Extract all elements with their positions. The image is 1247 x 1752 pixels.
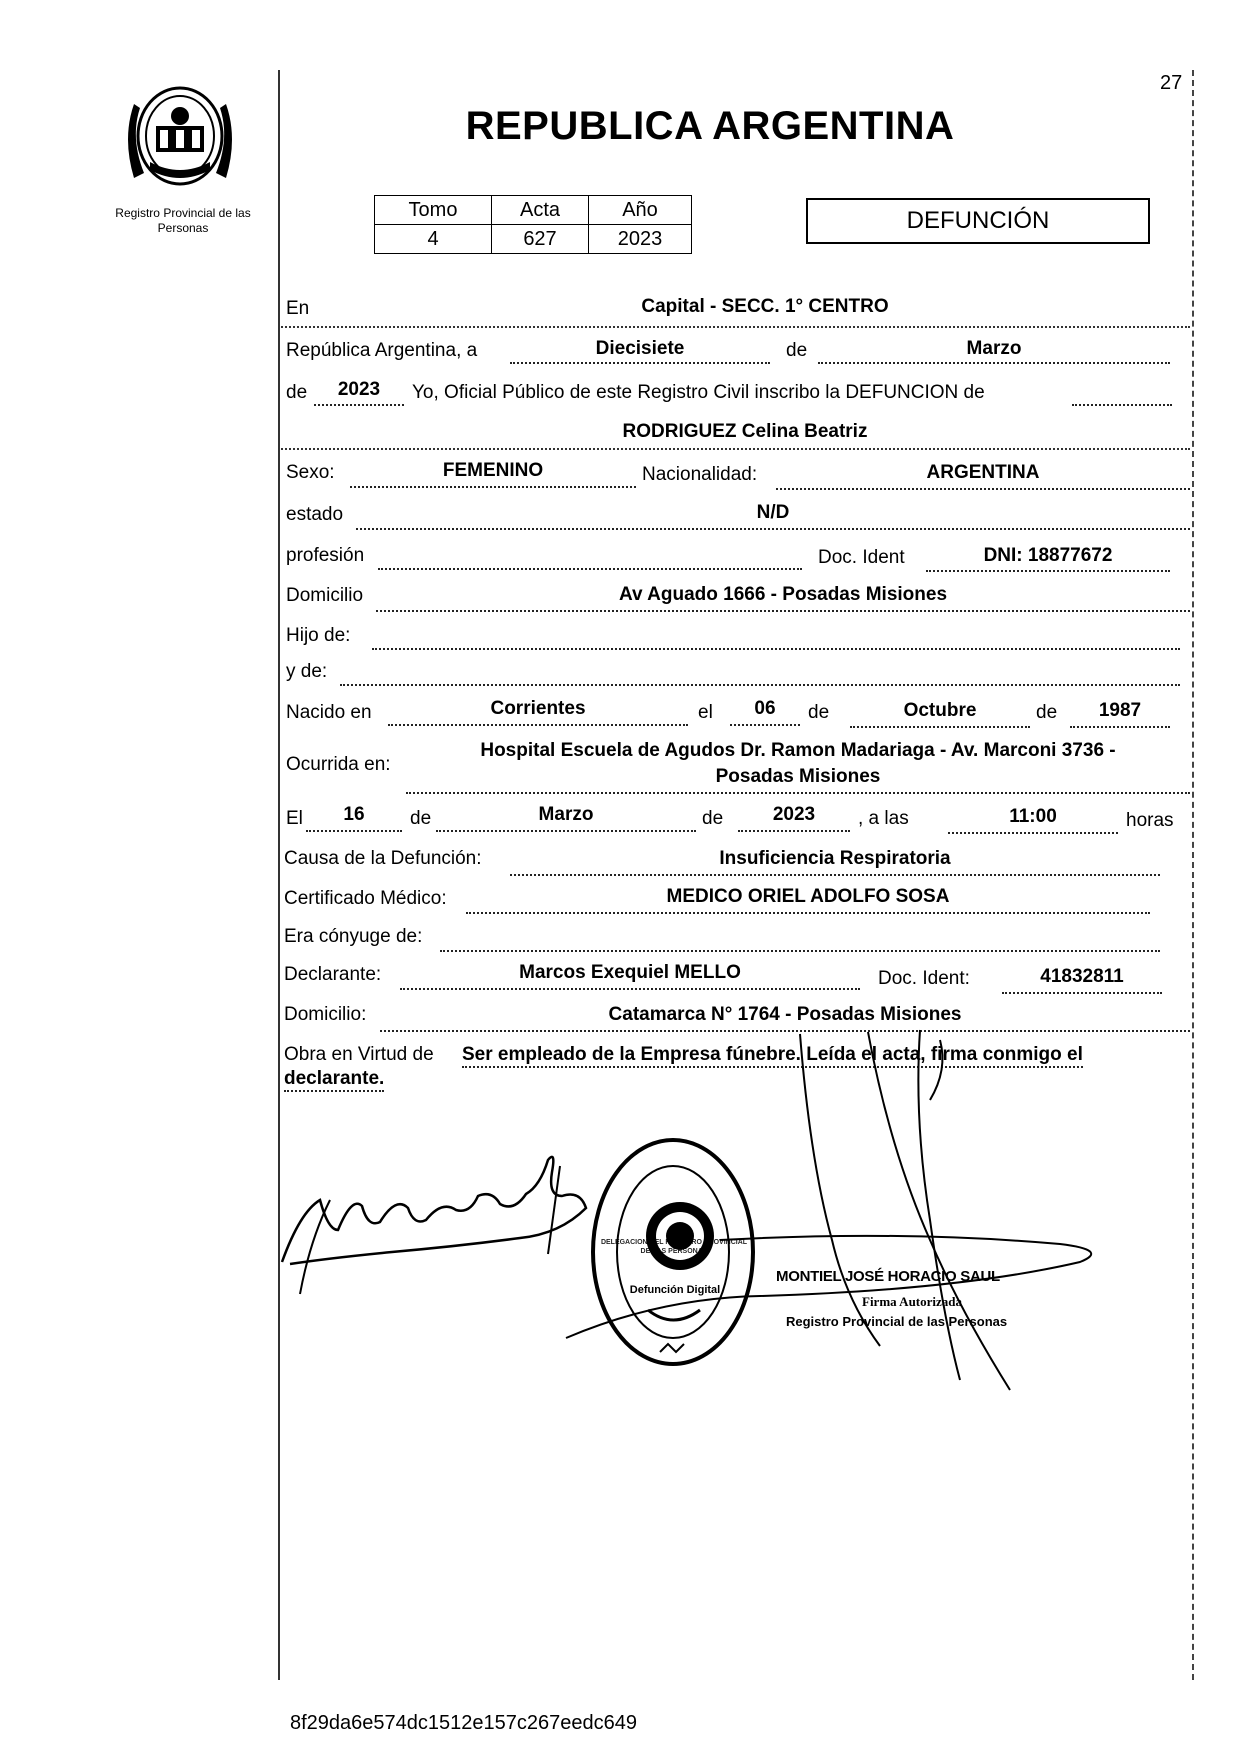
- year-value: 2023: [337, 379, 381, 400]
- record-table-value-anio: 2023: [589, 225, 692, 254]
- causa-label: Causa de la Defunción:: [284, 848, 482, 869]
- obra-value-line2: declarante.: [284, 1068, 384, 1092]
- decl-doc-label: Doc. Ident:: [878, 968, 970, 989]
- death-year: 2023: [772, 804, 816, 825]
- birth-year: 1987: [1098, 700, 1142, 721]
- de-label: de: [786, 340, 808, 361]
- official-name: MONTIEL JOSÉ HORACIO SAUL: [776, 1268, 1000, 1285]
- certificado-label: Certificado Médico:: [284, 888, 447, 909]
- deceased-name: RODRIGUEZ Celina Beatriz: [622, 421, 868, 442]
- el-cap-label: El: [286, 808, 303, 829]
- de-year-label: de: [286, 382, 308, 403]
- record-table-header-tomo: Tomo: [375, 196, 492, 225]
- nacionalidad-label: Nacionalidad:: [642, 464, 758, 485]
- sexo-value: FEMENINO: [442, 460, 544, 481]
- horas-label: horas: [1126, 810, 1174, 831]
- document-hash: 8f29da6e574dc1512e157c267eedc649: [290, 1712, 638, 1734]
- record-table-value-tomo: 4: [375, 225, 492, 254]
- nacionalidad-value: ARGENTINA: [926, 462, 1040, 483]
- hijo-label: Hijo de:: [286, 625, 351, 646]
- profesion-label: profesión: [286, 545, 365, 566]
- sexo-label: Sexo:: [286, 462, 335, 483]
- decl-domicilio-value: Catamarca N° 1764 - Posadas Misiones: [608, 1004, 962, 1025]
- death-day: 16: [343, 804, 365, 825]
- month-value: Marzo: [966, 338, 1022, 359]
- ocurrida-label: Ocurrida en:: [286, 754, 391, 775]
- decl-doc-value: 41832811: [1040, 966, 1124, 987]
- en-value: Capital - SECC. 1° CENTRO: [641, 296, 889, 317]
- declarante-label: Declarante:: [284, 964, 382, 985]
- certificado-value: MEDICO ORIEL ADOLFO SOSA: [666, 886, 950, 907]
- declarante-signature: [282, 1157, 586, 1264]
- birth-day: 06: [754, 698, 776, 719]
- inscribe-text: Yo, Oficial Público de este Registro Civil inscribo la DEFUNCION de: [412, 382, 985, 403]
- death-de-label: de: [410, 808, 432, 829]
- domicilio-value: Av Aguado 1666 - Posadas Misiones: [618, 584, 948, 605]
- record-table-value-acta: 627: [492, 225, 589, 254]
- decl-domicilio-label: Domicilio:: [284, 1004, 367, 1025]
- official-role: Firma Autorizada: [862, 1294, 963, 1309]
- el-label: el: [698, 702, 713, 723]
- death-month: Marzo: [538, 804, 594, 825]
- nacido-value: Corrientes: [490, 698, 586, 719]
- estado-value: N/D: [756, 502, 790, 523]
- domicilio-label: Domicilio: [286, 585, 364, 606]
- stamp-inner-text: Defunción Digital: [629, 1284, 721, 1296]
- republica-label: República Argentina, a: [286, 340, 478, 361]
- death-time: 11:00: [1009, 806, 1057, 827]
- doc-ident-value: DNI: 18877672: [983, 545, 1113, 566]
- official-institution: Registro Provincial de las Personas: [786, 1314, 1008, 1329]
- y-de-label: y de:: [286, 661, 328, 682]
- ocurrida-line1: Hospital Escuela de Agudos Dr. Ramon Madariaga - Av. Marconi 3736 -: [480, 740, 1116, 761]
- page-number: 27: [1160, 72, 1183, 94]
- record-table-header-anio: Año: [589, 196, 692, 225]
- declarante-value: Marcos Exequiel MELLO: [519, 962, 741, 983]
- birth-de-label: de: [808, 702, 830, 723]
- day-written: Diecisiete: [595, 338, 685, 359]
- birth-de-label-2: de: [1036, 702, 1058, 723]
- stamp-ring-text: DELEGACION DEL REGISTRO PROVINCIAL DE LAS PERSONAS: [600, 1239, 748, 1255]
- record-table-header-acta: Acta: [492, 196, 589, 225]
- page-title: REPUBLICA ARGENTINA: [465, 104, 955, 148]
- ocurrida-line2: Posadas Misiones: [715, 766, 881, 787]
- birth-month: Octubre: [903, 700, 977, 721]
- registry-label: Registro Provincial de las Personas: [115, 206, 251, 235]
- a-las-label: , a las: [858, 808, 909, 829]
- estado-label: estado: [286, 504, 344, 525]
- obra-label: Obra en Virtud de: [284, 1044, 434, 1065]
- death-de-label-2: de: [702, 808, 724, 829]
- record-type-box: DEFUNCIÓN: [806, 198, 1150, 244]
- obra-value-line1: Ser empleado de la Empresa fúnebre. Leída el acta, firma conmigo el: [462, 1044, 1083, 1068]
- doc-ident-label: Doc. Ident: [818, 547, 905, 568]
- causa-value: Insuficiencia Respiratoria: [719, 848, 951, 869]
- conyuge-label: Era cónyuge de:: [284, 926, 423, 947]
- nacido-label: Nacido en: [286, 702, 372, 723]
- en-label: En: [286, 298, 310, 319]
